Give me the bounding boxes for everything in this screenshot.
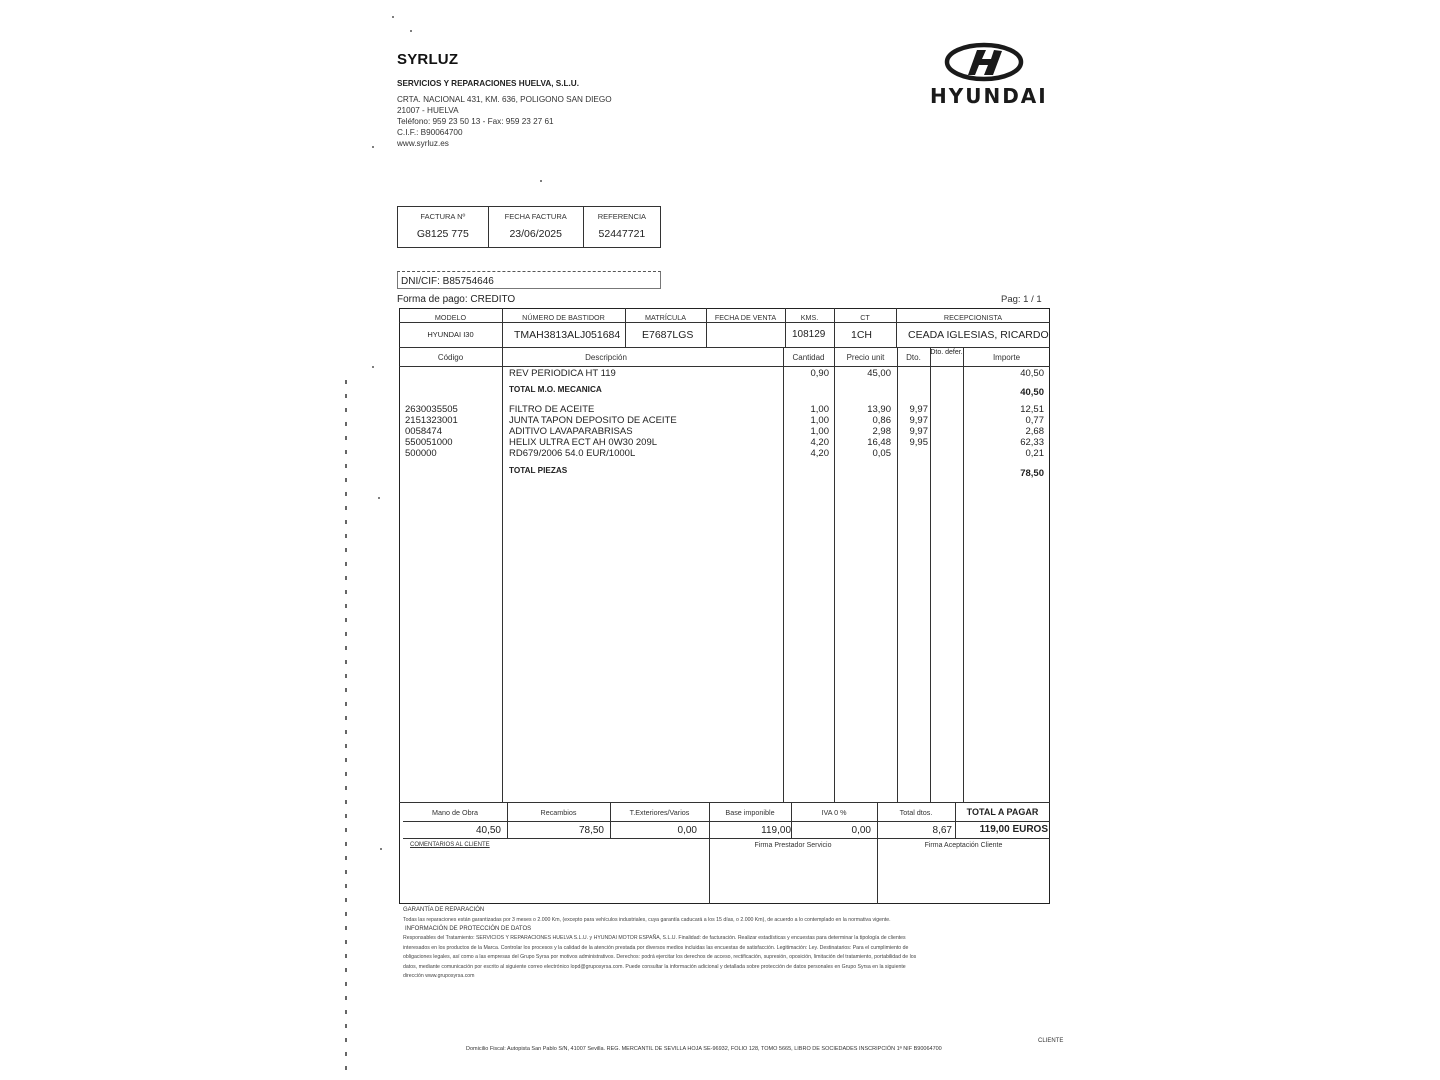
header-ct: CT bbox=[860, 313, 870, 322]
data-protection-line: Responsables del Tratamiento: SERVICIOS Y REPARACIONES HUELVA S.L.U. y HYUNDAI MOTOR ESPAÑA, S.L.U. Finalidad: de facturación. Realizar estadísticas y encuestas para determinar la tipología de clientes bbox=[403, 935, 906, 941]
scan-speck bbox=[392, 16, 394, 18]
parts-amounts bbox=[963, 404, 1044, 459]
part-code: 500000 bbox=[405, 448, 437, 459]
signature-customer-label: Firma Aceptación Cliente bbox=[924, 842, 1003, 849]
part-amount: 62,33 bbox=[1020, 437, 1044, 448]
parts-codes bbox=[405, 404, 458, 459]
vehicle-receptionist: CEADA IGLESIAS, RICARDO bbox=[908, 329, 1049, 341]
header-modelo: MODELO bbox=[434, 313, 467, 322]
invoice-number-label: FACTURA Nº bbox=[420, 212, 466, 221]
data-protection-line: interesados en los productos de la Marca. Controlar los procesos y la calidad de la atención prestada por diversos medios incluidas las encuestas de satisfacción. Legitimación: Ley. Destinatarios: Para el cumplimiento de bbox=[403, 944, 909, 951]
hyundai-logo-icon bbox=[944, 42, 1024, 82]
header-matricula: MATRÍCULA bbox=[645, 313, 686, 322]
part-amount: 0,21 bbox=[1025, 448, 1044, 459]
invoice-reference-cell bbox=[584, 207, 660, 247]
scan-speck bbox=[372, 366, 374, 368]
divider bbox=[399, 322, 1050, 323]
data-protection-line: datos, mediante comunicación por escrito al siguiente correo electrónico lopd@gruposyrsa.com. Puede consultar la información adicional y detallada sobre protección de datos personales en Grupo Syrsa en la siguiente bbox=[403, 963, 906, 970]
part-discount: 9,97 bbox=[909, 415, 928, 426]
labour-qty: 0,90 bbox=[810, 368, 829, 379]
invoice-date-value: 23/06/2025 bbox=[509, 228, 562, 240]
part-discount: 9,97 bbox=[909, 404, 928, 415]
labour-price: 45,00 bbox=[867, 368, 891, 379]
data-protection-line: obligaciones legales, así como a las empresas del Grupo Syrsa por motivos administrativos. Derechos: podrá ejercitar los derechos de acceso, rectificación, supresión, oposición, limitación del tratamiento, portabilidad de los bbox=[403, 954, 917, 960]
part-qty: 4,20 bbox=[810, 448, 829, 459]
scan-edge-marks bbox=[345, 380, 347, 1070]
col-descripcion: Descripción bbox=[585, 353, 627, 362]
labour-total-value: 40,50 bbox=[1020, 387, 1044, 398]
col-codigo: Código bbox=[437, 353, 464, 362]
summary-total-dtos: 8,67 bbox=[932, 825, 952, 836]
signature-provider-label: Firma Prestador Servicio bbox=[754, 842, 832, 849]
hyundai-logo-text: HYUNDAI bbox=[930, 84, 1048, 108]
header-kms: KMS. bbox=[800, 313, 819, 322]
part-description: FILTRO DE ACEITE bbox=[509, 404, 595, 415]
company-phone-fax: Teléfono: 959 23 50 13 - Fax: 959 23 27 61 bbox=[397, 117, 554, 126]
summary-header-recambios: Recambios bbox=[540, 808, 577, 817]
part-qty: 1,00 bbox=[810, 404, 829, 415]
divider bbox=[709, 802, 710, 904]
summary-iva: 0,00 bbox=[851, 825, 871, 836]
part-amount: 12,51 bbox=[1020, 404, 1044, 415]
divider bbox=[403, 821, 1050, 822]
part-description: HELIX ULTRA ECT AH 0W30 209L bbox=[509, 437, 658, 448]
part-qty: 1,00 bbox=[810, 426, 829, 437]
part-code: 2151323001 bbox=[405, 415, 458, 426]
summary-header-exteriores: T.Exteriores/Varios bbox=[629, 808, 690, 817]
data-protection-title: INFORMACIÓN DE PROTECCIÓN DE DATOS bbox=[405, 926, 532, 932]
part-discount: 9,97 bbox=[909, 426, 928, 437]
part-amount: 0,77 bbox=[1025, 415, 1044, 426]
summary-exteriores: 0,00 bbox=[677, 825, 697, 836]
comments-label: COMENTARIOS AL CLIENTE bbox=[410, 842, 490, 848]
invoice-date-label: FECHA FACTURA bbox=[504, 212, 567, 221]
company-address-2: 21007 - HUELVA bbox=[397, 106, 459, 115]
part-price: 0,05 bbox=[872, 448, 891, 459]
vehicle-model: HYUNDAI I30 bbox=[427, 330, 474, 339]
part-description: JUNTA TAPON DEPOSITO DE ACEITE bbox=[509, 415, 677, 426]
summary-header-mano-obra: Mano de Obra bbox=[432, 808, 478, 817]
scan-speck bbox=[378, 497, 380, 499]
vehicle-ct: 1CH bbox=[851, 329, 873, 341]
summary-header-iva: IVA 0 % bbox=[821, 808, 847, 817]
company-legal-name: SERVICIOS Y REPARACIONES HUELVA, S.L.U. bbox=[397, 79, 579, 88]
data-protection-line: dirección www.gruposyrsa.com bbox=[403, 973, 475, 979]
part-description: RD679/2006 54.0 EUR/1000L bbox=[509, 448, 636, 459]
divider bbox=[502, 347, 503, 802]
customer-dni: DNI/CIF: B85754646 bbox=[401, 276, 494, 287]
part-price: 0,86 bbox=[872, 415, 891, 426]
col-dto: Dto. bbox=[906, 353, 921, 362]
summary-header-base: Base imponible bbox=[725, 808, 775, 817]
vehicle-kms: 108129 bbox=[792, 329, 826, 340]
fiscal-address: Domicilio Fiscal: Autopista San Pablo S/N, 41007 Sevilla. REG. MERCANTIL DE SEVILLA HOJA SE-96932, FOLIO 128, TOMO 5665, LIBRO DE SOCIEDADES INSCRIPCIÓN 1ª NIF B90064700 bbox=[466, 1046, 942, 1052]
part-price: 2,98 bbox=[872, 426, 891, 437]
col-cantidad: Cantidad bbox=[792, 353, 825, 362]
invoice-info-box bbox=[397, 206, 661, 248]
part-qty: 1,00 bbox=[810, 415, 829, 426]
part-code: 550051000 bbox=[405, 437, 453, 448]
divider bbox=[399, 366, 1050, 367]
parts-discounts bbox=[897, 404, 928, 459]
invoice-number-value: G8125 775 bbox=[416, 228, 469, 240]
parts-prices bbox=[834, 404, 891, 459]
divider bbox=[399, 802, 1050, 803]
vehicle-vin: TMAH3813ALJ051684 bbox=[514, 329, 621, 341]
part-discount: 9,95 bbox=[909, 437, 928, 448]
part-description: ADITIVO LAVAPARABRISAS bbox=[509, 426, 633, 437]
summary-header-total-pagar: TOTAL A PAGAR bbox=[966, 807, 1039, 817]
warranty-title: GARANTÍA DE REPARACIÓN bbox=[403, 907, 485, 913]
summary-base-imponible: 119,00 bbox=[761, 825, 791, 836]
header-fecha-venta: FECHA DE VENTA bbox=[714, 313, 777, 322]
divider bbox=[877, 802, 878, 904]
labour-total-label: TOTAL M.O. MECANICA bbox=[509, 385, 602, 394]
invoice-reference-label: REFERENCIA bbox=[597, 212, 647, 221]
labour-description: REV PERIODICA HT 119 bbox=[509, 368, 616, 379]
scan-speck bbox=[372, 146, 374, 148]
divider bbox=[403, 838, 1050, 839]
company-address-1: CRTA. NACIONAL 431, KM. 636, POLIGONO SAN DIEGO bbox=[397, 95, 612, 104]
scan-speck bbox=[410, 30, 412, 32]
warranty-text: Todas las reparaciones están garantizadas por 3 meses o 2.000 Km, (excepto para vehículos industriales, cuya garantía caducará a los 15 días, o 2.000 Km), de acuerdo a lo contemplado en la normativa vigente. bbox=[403, 917, 891, 923]
part-price: 16,48 bbox=[867, 437, 891, 448]
page-number: Pag: 1 / 1 bbox=[1001, 294, 1042, 305]
parts-descriptions bbox=[509, 404, 677, 459]
vehicle-plate: E7687LGS bbox=[642, 329, 694, 341]
copy-label: CLIENTE bbox=[1038, 1038, 1064, 1044]
part-amount: 2,68 bbox=[1025, 426, 1044, 437]
part-code: 0058474 bbox=[405, 426, 442, 437]
summary-mano-obra: 40,50 bbox=[475, 825, 501, 836]
payment-method: Forma de pago: CREDITO bbox=[397, 294, 516, 305]
invoice-reference-value: 52447721 bbox=[598, 228, 646, 240]
part-code: 2630035505 bbox=[405, 404, 458, 415]
data-protection-text bbox=[403, 934, 1018, 982]
header-recepcionista: RECEPCIONISTA bbox=[943, 313, 1003, 322]
labour-amount: 40,50 bbox=[1020, 368, 1044, 379]
parts-total-label: TOTAL PIEZAS bbox=[509, 466, 568, 475]
parts-total-value: 78,50 bbox=[1020, 468, 1044, 479]
divider bbox=[930, 347, 931, 802]
parts-quantities bbox=[783, 404, 829, 459]
invoice-date-cell bbox=[489, 207, 584, 247]
divider bbox=[399, 347, 1050, 348]
part-price: 13,90 bbox=[867, 404, 891, 415]
invoice-number-cell bbox=[398, 207, 489, 247]
col-precio: Precio unit bbox=[846, 353, 885, 362]
part-qty: 4,20 bbox=[810, 437, 829, 448]
company-cif: C.I.F.: B90064700 bbox=[397, 128, 463, 137]
summary-header-total-dtos: Total dtos. bbox=[899, 808, 933, 817]
scan-speck bbox=[540, 180, 542, 182]
company-name: SYRLUZ bbox=[397, 51, 459, 68]
col-importe: Importe bbox=[992, 353, 1021, 362]
company-website: www.syrluz.es bbox=[397, 139, 449, 148]
summary-recambios: 78,50 bbox=[578, 825, 604, 836]
summary-total-pagar: 119,00 EUROS bbox=[979, 824, 1048, 835]
col-dto-defer: Dto. defer. bbox=[930, 349, 963, 356]
scan-speck bbox=[380, 848, 382, 850]
header-bastidor: NÚMERO DE BASTIDOR bbox=[522, 313, 605, 322]
part-discount bbox=[897, 448, 928, 459]
